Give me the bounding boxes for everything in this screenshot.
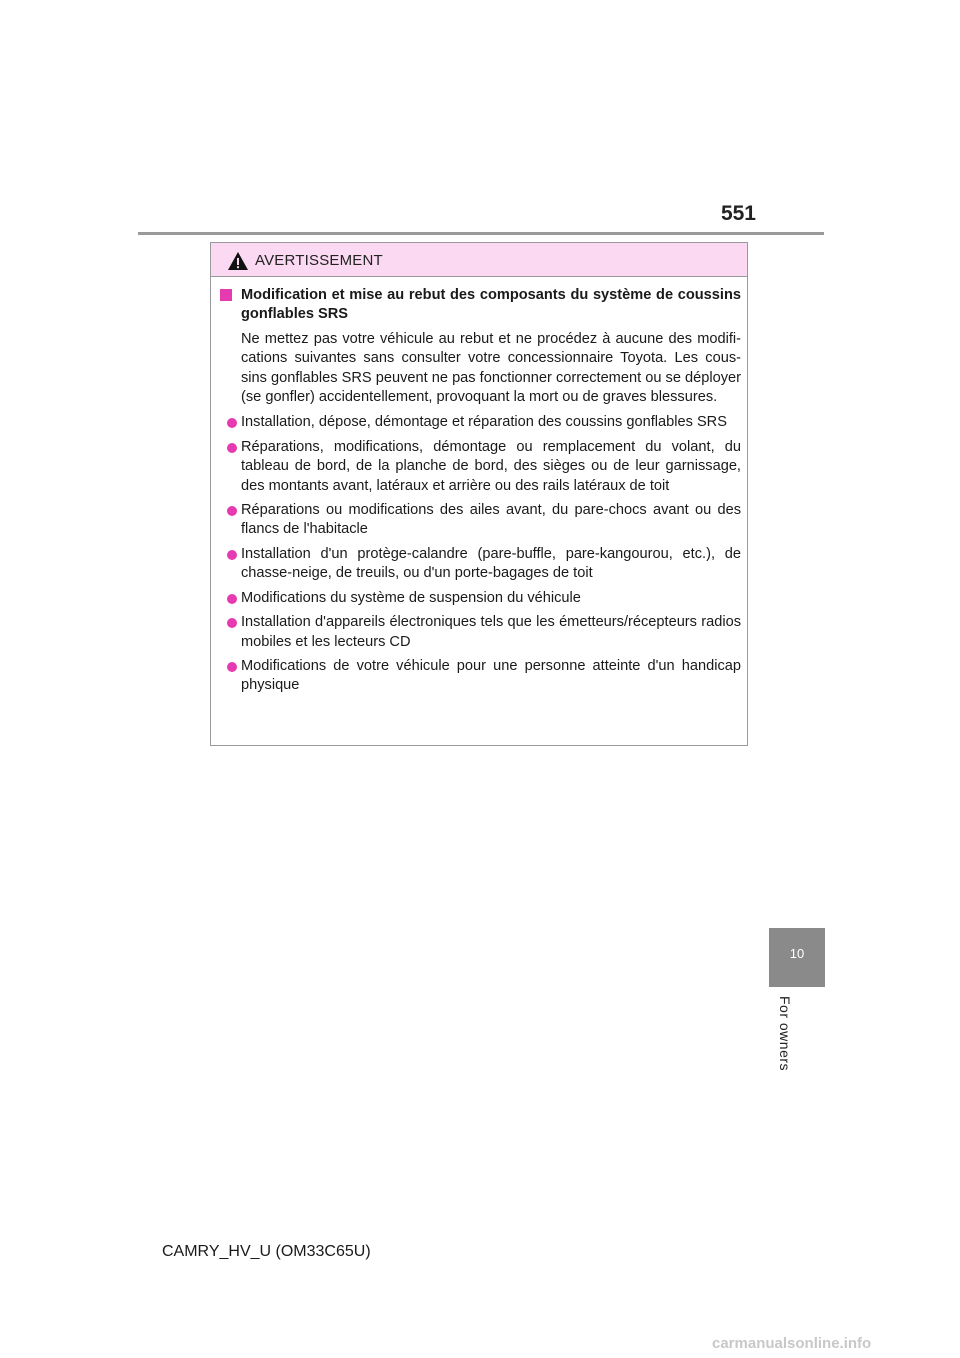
chapter-label: For owners <box>777 996 793 1072</box>
modification-list <box>217 413 741 695</box>
list-item-text: Réparations, modifications, démontage ou remplacement du volant, du tableau de bord, de la planche de bord, des sièges ou de leur garnissage, des montants avant, latéraux et arrière ou des rails latéraux de toit <box>241 438 741 494</box>
warning-title: AVERTISSEMENT <box>255 252 383 269</box>
list-item <box>217 501 741 540</box>
list-item-text: Installation d'un protège-calandre (pare-buffle, pare-kangourou, etc.), de chasse-neige, de treuils, ou d'un porte-bagages de toit <box>241 545 741 582</box>
circle-bullet-icon <box>227 418 237 428</box>
list-item-text: Installation, dépose, démontage et réparation des coussins gonflables SRS <box>241 414 727 431</box>
chapter-number: 10 <box>789 946 805 961</box>
circle-bullet-icon <box>227 662 237 672</box>
circle-bullet-icon <box>227 506 237 516</box>
list-item <box>217 413 741 432</box>
chapter-tab[interactable] <box>769 928 825 987</box>
list-item <box>217 657 741 696</box>
circle-bullet-icon <box>227 550 237 560</box>
list-item-text: Installation d'appareils électroniques tels que les émetteurs/récepteurs radios mobiles et les lecteurs CD <box>241 614 741 650</box>
page-number: 551 <box>720 202 756 225</box>
document-code: CAMRY_HV_U (OM33C65U) <box>162 1243 371 1260</box>
square-bullet-icon <box>220 289 232 301</box>
circle-bullet-icon <box>227 594 237 604</box>
list-item <box>217 438 741 496</box>
list-item <box>217 613 741 652</box>
warning-body <box>211 277 747 696</box>
section-heading-text: Modification et mise au rebut des composants du système de coussins gonflables SRS <box>241 287 741 323</box>
warning-paragraph: Ne mettez pas votre véhicule au rebut et ne procédez à aucune des modifi-cations suivantes sans consulter votre concessionnaire Toyota. Les cous-sins gonflables SRS peuvent ne pas fonctionner correctement ou se déployer (se gonfler) accidentellement, provoquant la mort ou de graves blessures. <box>241 330 741 406</box>
circle-bullet-icon <box>227 618 237 628</box>
warning-box <box>210 242 748 746</box>
section-heading <box>217 286 741 325</box>
list-item-text: Modifications du système de suspension du véhicule <box>241 589 581 606</box>
list-item <box>217 589 741 608</box>
warning-triangle-icon <box>227 251 249 271</box>
header-rule <box>138 232 824 235</box>
list-item-text: Modifications de votre véhicule pour une personne atteinte d'un handicap physique <box>241 657 741 694</box>
circle-bullet-icon <box>227 443 237 453</box>
list-item <box>217 545 741 584</box>
list-item-text: Réparations ou modifications des ailes avant, du pare-chocs avant ou des flancs de l'habitacle <box>241 502 741 538</box>
watermark: carmanualsonline.info <box>712 1335 872 1352</box>
warning-header <box>211 243 747 277</box>
